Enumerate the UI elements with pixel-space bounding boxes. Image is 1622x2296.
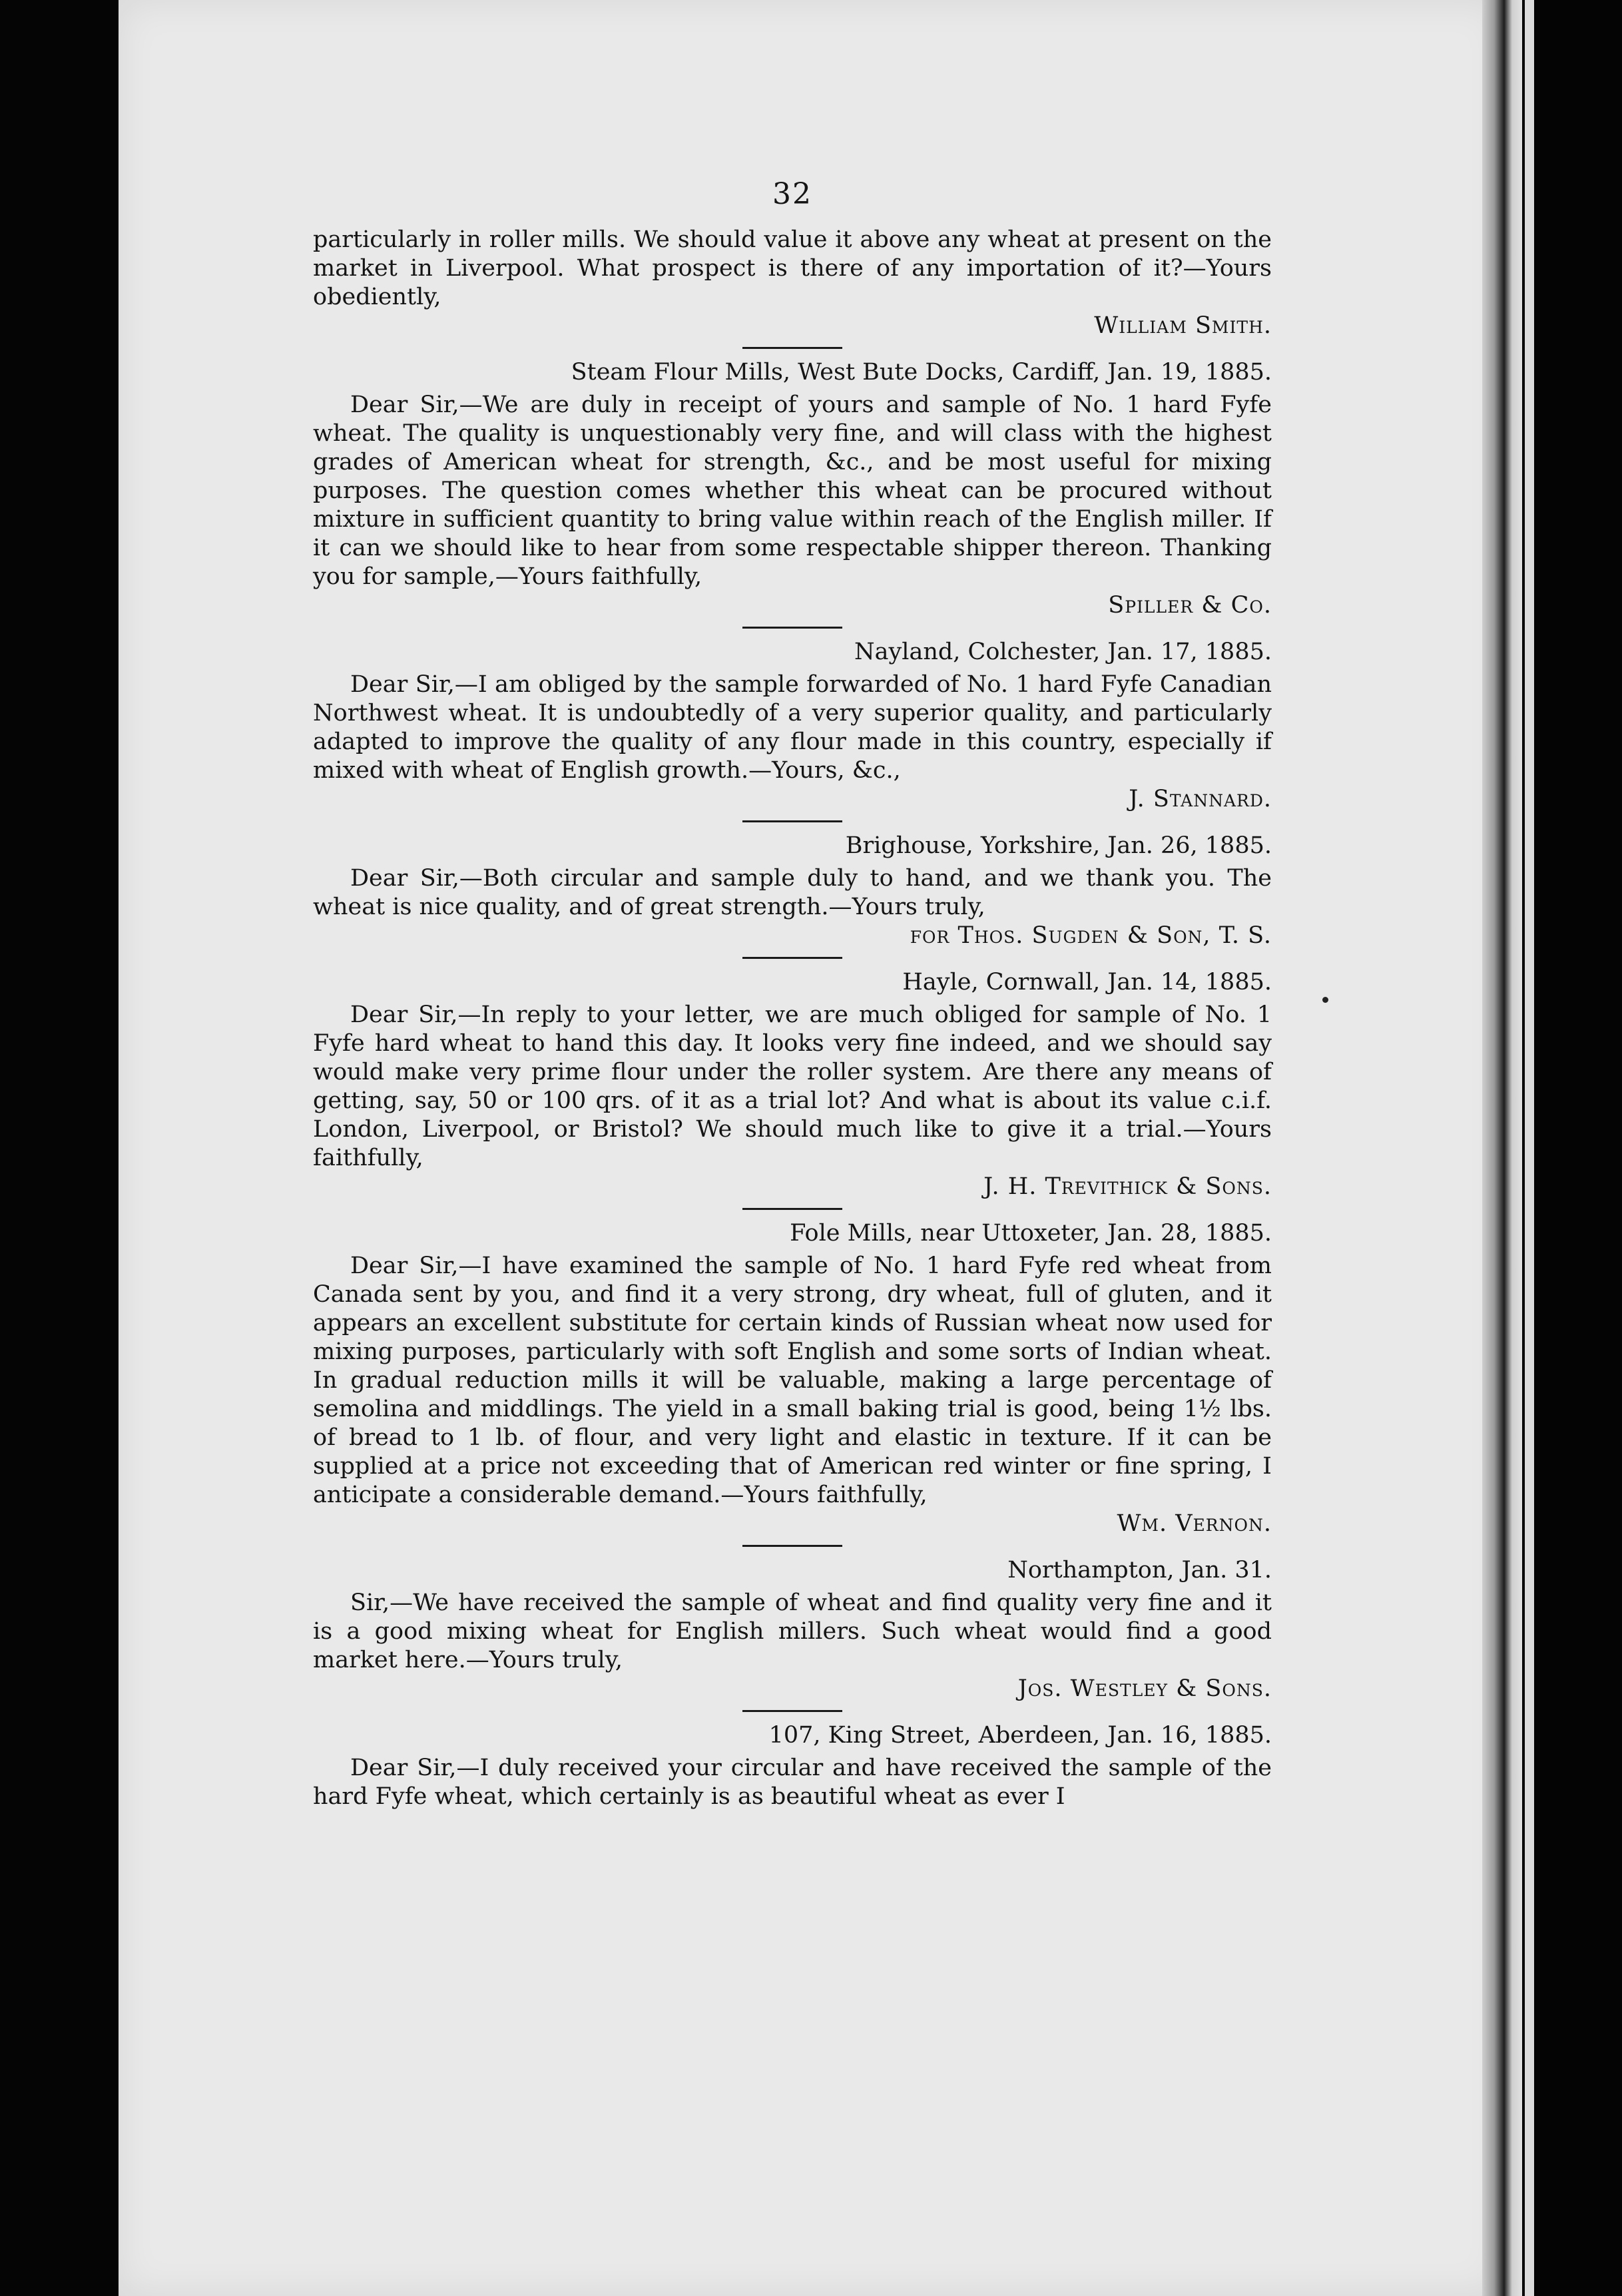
opening-letter-fragment bbox=[313, 226, 1272, 340]
section-divider bbox=[742, 820, 842, 822]
letter-dateline: Steam Flour Mills, West Bute Docks, Cardiff, Jan. 19, 1885. bbox=[571, 359, 1272, 386]
section-divider bbox=[742, 627, 842, 629]
letter bbox=[313, 1556, 1272, 1703]
section-divider bbox=[742, 347, 842, 349]
section-divider bbox=[742, 1545, 842, 1547]
letter-dateline: Nayland, Colchester, Jan. 17, 1885. bbox=[854, 639, 1272, 665]
letter-signature: William Smith. bbox=[1094, 312, 1272, 339]
letter-body: Dear Sir,—I have examined the sample of No. 1 hard Fyfe red wheat from Canada sent by you, and find it a very strong, dry wheat, full of gluten, and it appears an excellent substitute for certain kinds of Russian wheat now used for mixing purposes, particularly with soft English and some sorts of Indian wheat. In gradual reduction mills it will be valuable, making a large percentage of semolina and middlings. The yield in a small baking trial is good, being 1½ lbs. of bread to 1 lb. of flour, and very light and elastic in texture. If it can be supplied at a price not exceeding that of American red winter or fine spring, I anticipate a considerable demand.—Yours faithfully, bbox=[313, 1253, 1272, 1508]
letter-body: Sir,—We have received the sample of wheat and find quality very fine and it is a good mixing wheat for English millers. Such wheat would find a good market here.—Yours truly, bbox=[313, 1589, 1272, 1673]
print-speck bbox=[1322, 997, 1328, 1003]
letter bbox=[313, 1721, 1272, 1811]
letter-body: Dear Sir,—Both circular and sample duly to hand, and we thank you. The wheat is nice quality, and of great strength.—Yours truly, bbox=[313, 865, 1272, 920]
letter-dateline: Fole Mills, near Uttoxeter, Jan. 28, 1885. bbox=[790, 1220, 1272, 1247]
letter-dateline: Hayle, Cornwall, Jan. 14, 1885. bbox=[902, 969, 1272, 996]
letter-dateline: 107, King Street, Aberdeen, Jan. 16, 1885. bbox=[768, 1722, 1272, 1749]
letter-signature: for Thos. Sugden & Son, T. S. bbox=[910, 922, 1272, 949]
scan-left-border bbox=[0, 0, 119, 2296]
letter-body: Dear Sir,—We are duly in receipt of yours and sample of No. 1 hard Fyfe wheat. The quality is unquestionably very fine, and will class with the highest grades of American wheat for strength, &c., and be most useful for mixing purposes. The question comes whether this wheat can be procured without mixture in sufficient quantity to bring value within reach of the English miller. If it can we should like to hear from some respectable shipper thereon. Thanking you for sample,—Yours faithfully, bbox=[313, 392, 1272, 590]
letter bbox=[313, 1219, 1272, 1538]
letter-body: Dear Sir,—In reply to your letter, we are much obliged for sample of No. 1 Fyfe hard wheat to hand this day. It looks very fine indeed, and we should say would make very prime flour under the roller system. Are there any means of getting, say, 50 or 100 qrs. of it as a trial lot? And what is about its value c.i.f. London, Liverpool, or Bristol? We should much like to give it a trial.—Yours faithfully, bbox=[313, 1002, 1272, 1171]
letter-signature: Spiller & Co. bbox=[1108, 592, 1272, 619]
letter-body: Dear Sir,—I am obliged by the sample forwarded of No. 1 hard Fyfe Canadian Northwest wheat. It is undoubtedly of a very superior quality, and particularly adapted to improve the quality of any flour made in this country, especially if mixed with wheat of English growth.—Yours, &c., bbox=[313, 671, 1272, 784]
letter bbox=[313, 832, 1272, 950]
scan-right-border bbox=[1522, 0, 1622, 2296]
page-content bbox=[313, 177, 1272, 1814]
section-divider bbox=[742, 1208, 842, 1210]
page-gutter bbox=[1482, 0, 1522, 2296]
letter-body: particularly in roller mills. We should value it above any wheat at present on the market in Liverpool. What prospect is there of any importation of it?—Yours obediently, bbox=[313, 226, 1272, 310]
letter bbox=[313, 968, 1272, 1201]
section-divider bbox=[742, 957, 842, 959]
page-number: 32 bbox=[772, 177, 812, 211]
letter-dateline: Northampton, Jan. 31. bbox=[1007, 1557, 1272, 1583]
letter bbox=[313, 358, 1272, 620]
letter bbox=[313, 638, 1272, 814]
letter-signature: J. H. Trevithick & Sons. bbox=[983, 1173, 1272, 1200]
letter-signature: Wm. Vernon. bbox=[1117, 1510, 1272, 1537]
letter-signature: J. Stannard. bbox=[1129, 786, 1272, 812]
letter-body: Dear Sir,—I duly received your circular and have received the sample of the hard Fyfe wheat, which certainly is as beautiful wheat as ever I bbox=[313, 1755, 1272, 1810]
section-divider bbox=[742, 1710, 842, 1712]
next-page-edge bbox=[1525, 0, 1534, 2296]
letter-signature: Jos. Westley & Sons. bbox=[1017, 1675, 1272, 1702]
letter-dateline: Brighouse, Yorkshire, Jan. 26, 1885. bbox=[845, 832, 1272, 859]
